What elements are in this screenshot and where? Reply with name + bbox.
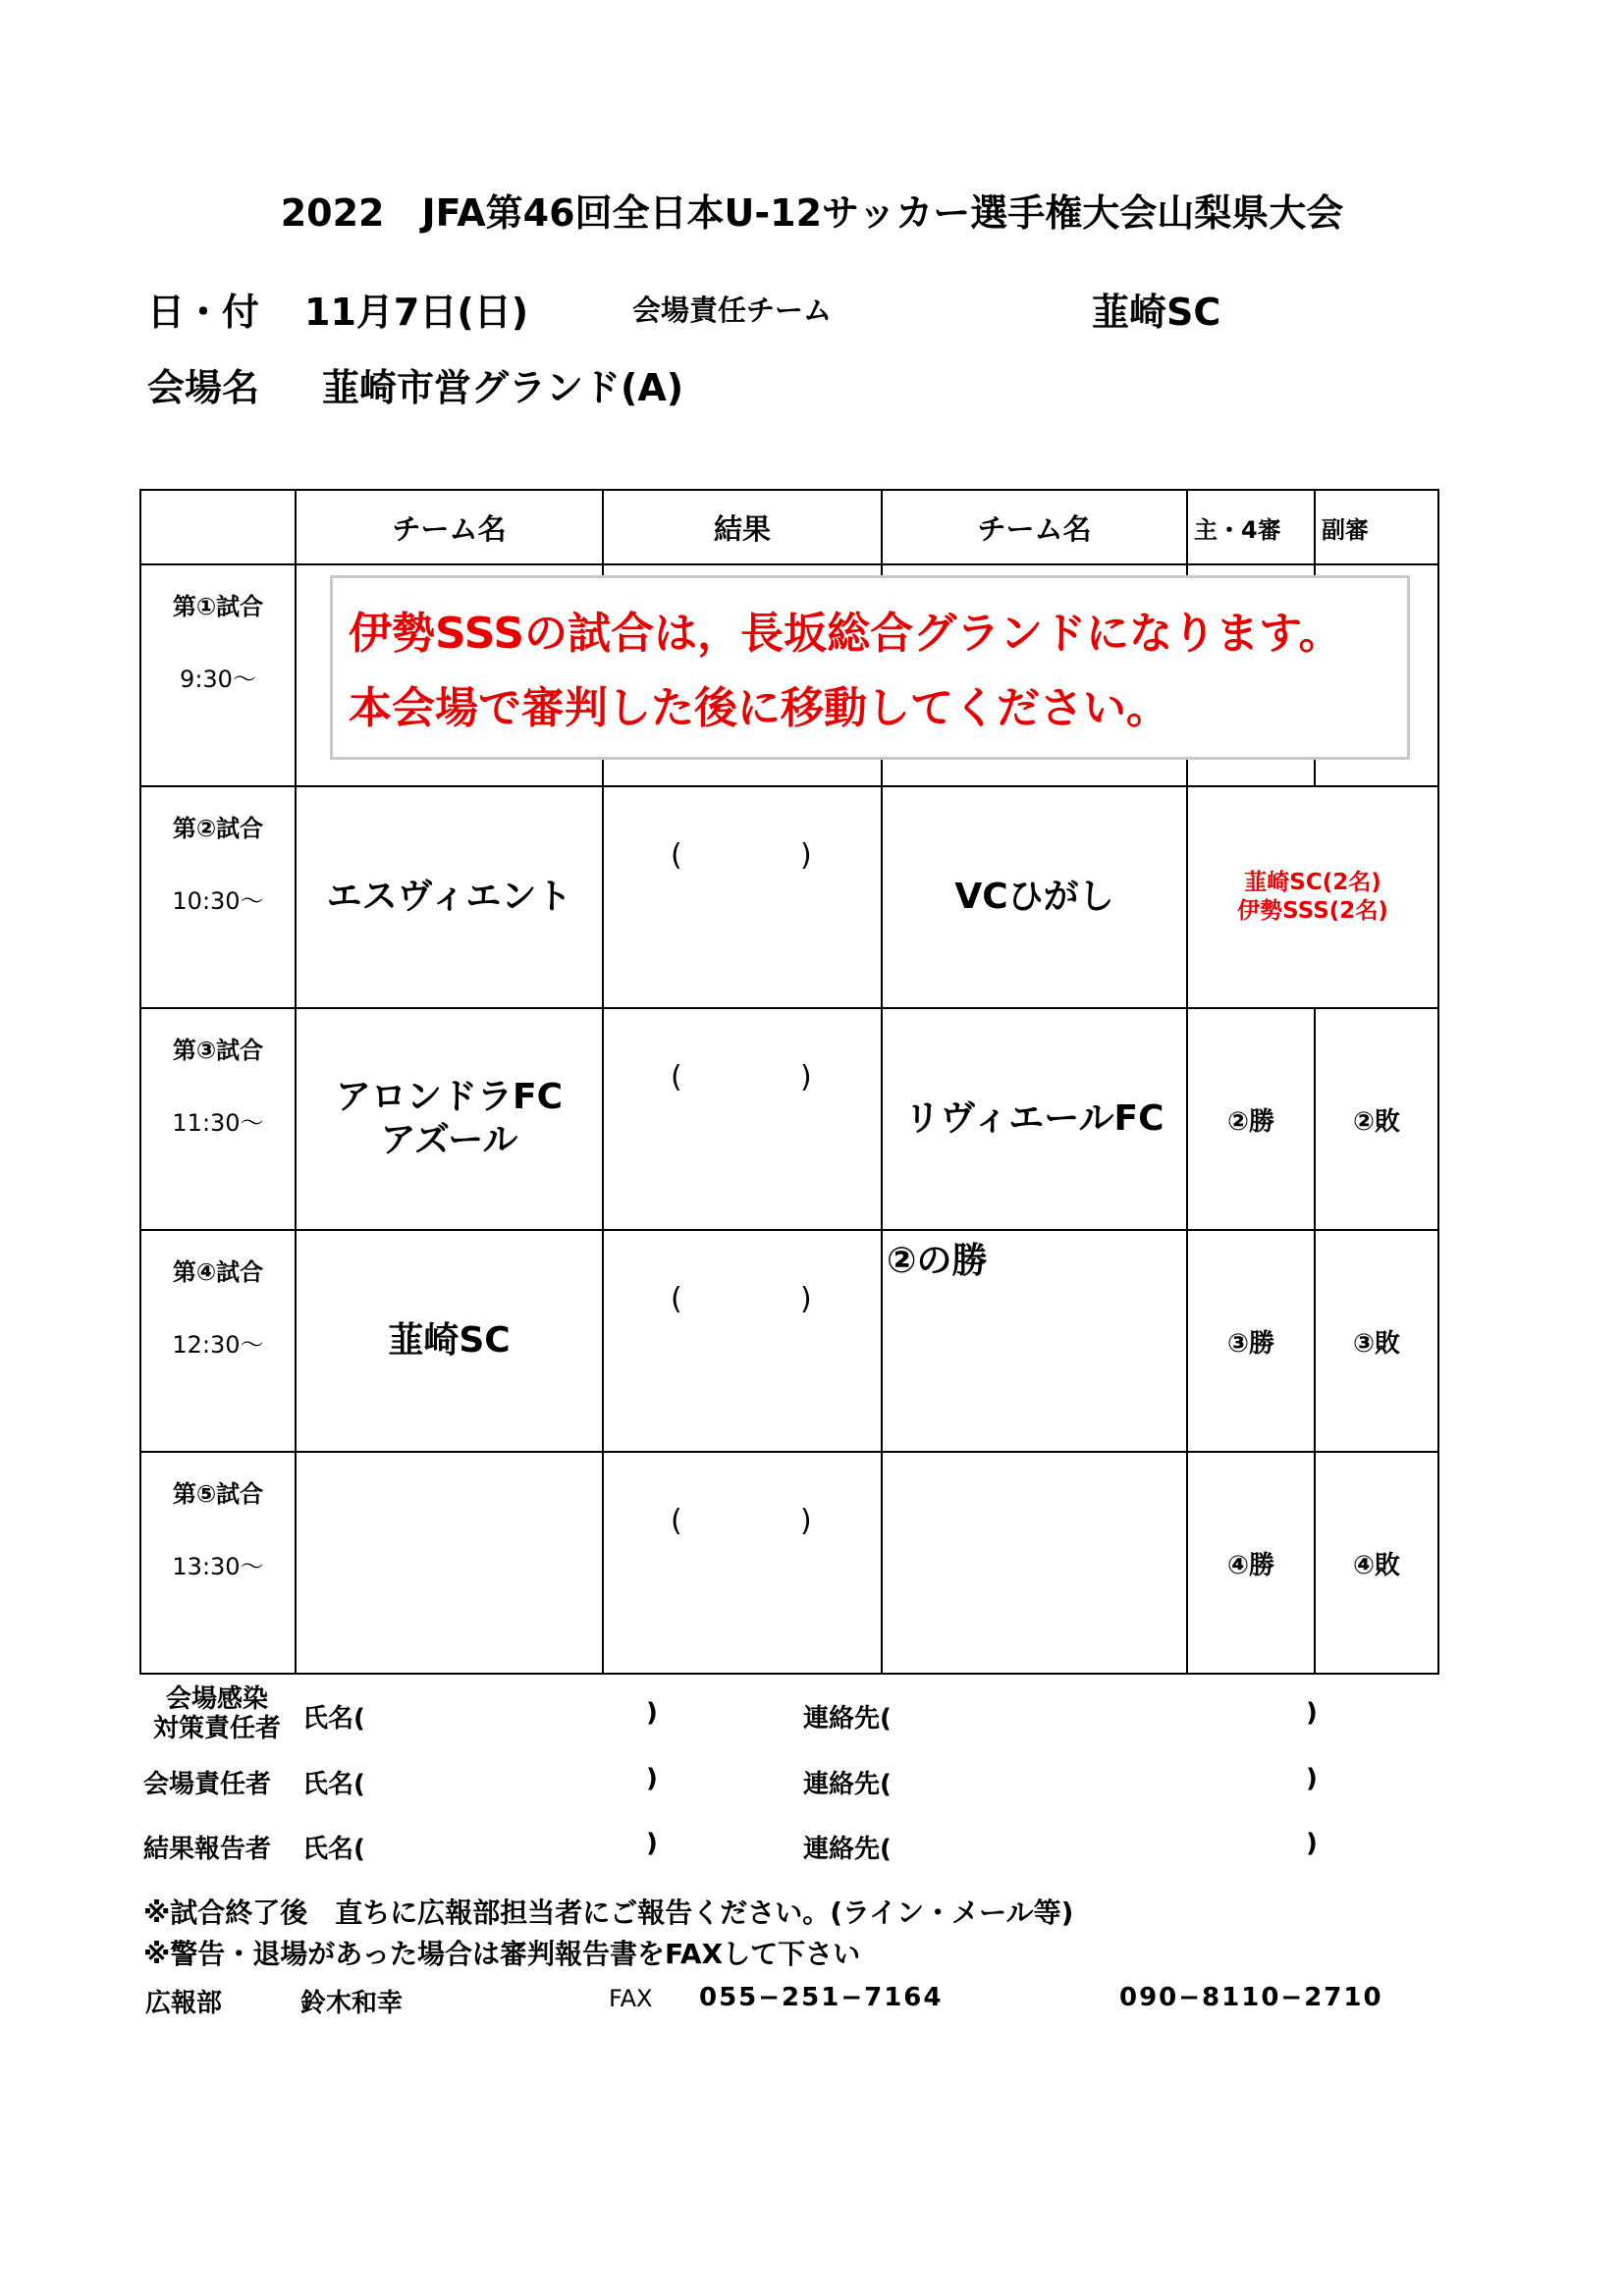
header-cell-assistant-referee: 副審 <box>1315 490 1438 564</box>
contact-close: ) <box>1306 1698 1318 1728</box>
name-label: 氏名( <box>302 1704 365 1734</box>
name-close: ) <box>646 1764 658 1793</box>
assistant-referee-cell: ③敗 <box>1315 1230 1438 1452</box>
assistant-referee-cell: ④敗 <box>1315 1452 1438 1674</box>
note-report: ※試合終了後 直ちに広報部担当者にご報告ください。(ライン・メール等) <box>143 1896 1074 1929</box>
responsible-team: 韮崎SC <box>1092 291 1221 334</box>
name-label: 氏名( <box>302 1770 365 1799</box>
team1-line-2: アズール <box>380 1120 518 1160</box>
phone-number: 090−8110−2710 <box>1119 1983 1383 2012</box>
header-cell-chief-referee: 主・4審 <box>1187 490 1315 564</box>
notice-line-2: 本会場で審判した後に移動してください。 <box>349 683 1169 733</box>
infection-officer-label <box>143 1684 291 1743</box>
table-row <box>140 1008 1438 1230</box>
game-number: 第①試合 <box>172 593 264 620</box>
team1-line-1: アロンドラFC <box>335 1077 563 1117</box>
game-time: 9:30〜 <box>180 666 256 693</box>
result-close-paren: ) <box>800 838 812 873</box>
game-cell <box>140 564 296 786</box>
table-row <box>140 1452 1438 1674</box>
table-header-row <box>140 490 1438 564</box>
team1-cell <box>296 1452 603 1674</box>
game-cell <box>140 1230 296 1452</box>
chief-referee-cell: ③勝 <box>1187 1230 1315 1452</box>
result-cell <box>603 1452 882 1674</box>
result-close-paren: ) <box>800 1060 812 1095</box>
referee-line-2: 伊勢SSS(2名) <box>1237 898 1388 924</box>
infection-officer-label-line-2: 対策責任者 <box>152 1714 281 1743</box>
page-title: 2022 JFA第46回全日本U-12サッカー選手権大会山梨県大会 <box>280 191 1344 235</box>
fax-label: FAX <box>609 1985 653 2012</box>
game-number: 第④試合 <box>172 1258 264 1286</box>
game-cell <box>140 1452 296 1674</box>
result-cell <box>603 1008 882 1230</box>
contact-label: 連絡先( <box>803 1704 892 1734</box>
venue-manager-label: 会場責任者 <box>143 1770 272 1799</box>
game-number: 第⑤試合 <box>172 1480 264 1508</box>
result-open-paren: ( <box>671 1504 682 1538</box>
date-value: 11月7日(日) <box>304 291 529 334</box>
infection-officer-label-line-1: 会場感染 <box>165 1684 268 1714</box>
contact-label: 連絡先( <box>803 1835 892 1864</box>
result-reporter-label: 結果報告者 <box>143 1835 272 1864</box>
team1-cell: エスヴィエント <box>296 786 603 1008</box>
fax-number: 055−251−7164 <box>699 1983 944 2012</box>
notice-line-1: 伊勢SSSの試合は，長坂総合グランドになります。 <box>349 609 1342 659</box>
result-cell <box>603 786 882 1008</box>
game-time: 11:30〜 <box>172 1109 264 1137</box>
team2-cell: リヴィエールFC <box>882 1008 1187 1230</box>
notice-box <box>330 575 1410 760</box>
header-cell-team2: チーム名 <box>882 490 1187 564</box>
game-time: 13:30〜 <box>172 1553 264 1580</box>
result-close-paren: ) <box>800 1282 812 1316</box>
team2-cell <box>882 1452 1187 1674</box>
team2-cell <box>882 1230 1187 1452</box>
result-open-paren: ( <box>671 838 682 873</box>
header-cell-game <box>140 490 296 564</box>
date-label: 日・付 <box>147 291 260 334</box>
result-cell <box>603 1230 882 1452</box>
result-open-paren: ( <box>671 1060 682 1095</box>
note-warning: ※警告・退場があった場合は審判報告書をFAXして下さい <box>143 1938 861 1970</box>
chief-referee-cell: ②勝 <box>1187 1008 1315 1230</box>
contact-person: 鈴木和幸 <box>300 1989 404 2018</box>
chief-referee-cell: ④勝 <box>1187 1452 1315 1674</box>
contact-label: 連絡先( <box>803 1770 892 1799</box>
table-row <box>140 1230 1438 1452</box>
name-close: ) <box>646 1698 658 1728</box>
game-number: 第③試合 <box>172 1037 264 1064</box>
contact-close: ) <box>1306 1829 1318 1858</box>
name-close: ) <box>646 1829 658 1858</box>
team2-cell: VCひがし <box>882 786 1187 1008</box>
referee-cell <box>1187 786 1438 1008</box>
assistant-referee-cell: ②敗 <box>1315 1008 1438 1230</box>
result-open-paren: ( <box>671 1282 682 1316</box>
name-label: 氏名( <box>302 1835 365 1864</box>
venue-value: 韮崎市営グランド(A) <box>322 366 684 409</box>
responsible-label: 会場責任チーム <box>632 294 833 327</box>
result-close-paren: ) <box>800 1504 812 1538</box>
game-cell <box>140 786 296 1008</box>
header-cell-result: 結果 <box>603 490 882 564</box>
game-time: 12:30〜 <box>172 1331 264 1359</box>
game-cell <box>140 1008 296 1230</box>
referee-line-1: 韮崎SC(2名) <box>1244 870 1381 895</box>
contact-close: ) <box>1306 1764 1318 1793</box>
game-time: 10:30〜 <box>172 887 264 915</box>
dept-label: 広報部 <box>145 1989 223 2018</box>
game-number: 第②試合 <box>172 815 264 842</box>
venue-label: 会場名 <box>147 366 260 409</box>
header-cell-team1: チーム名 <box>296 490 603 564</box>
winner-note: ②の勝 <box>887 1241 988 1281</box>
table-row <box>140 786 1438 1008</box>
team1-cell <box>296 1008 603 1230</box>
team1-cell: 韮崎SC <box>296 1230 603 1452</box>
